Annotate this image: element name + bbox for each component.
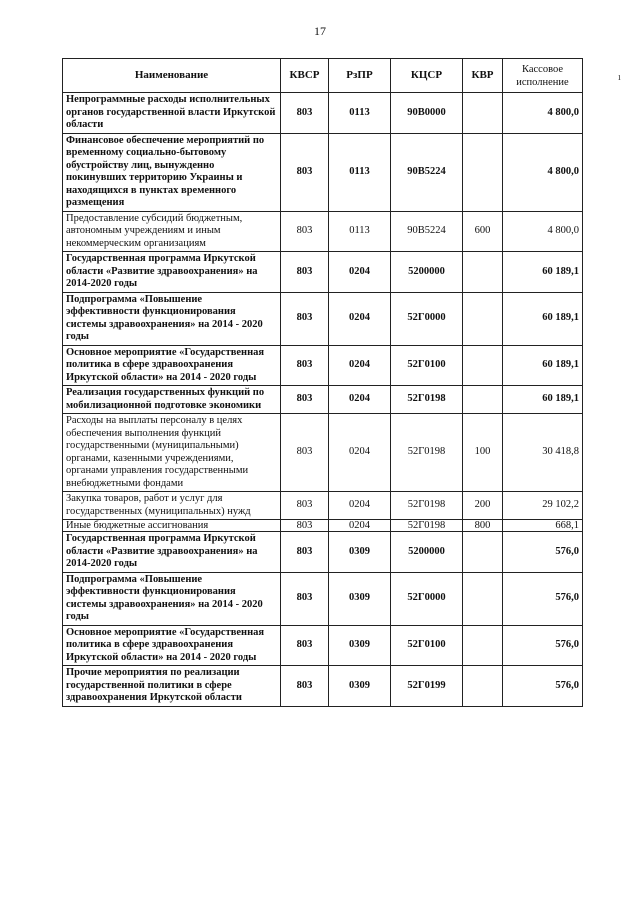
cell-rzpr: 0309 bbox=[329, 666, 391, 707]
cell-rzpr: 0204 bbox=[329, 386, 391, 414]
cell-amount: 576,0 bbox=[503, 572, 583, 625]
cell-rzpr: 0113 bbox=[329, 93, 391, 134]
cell-amount: 60 189,1 bbox=[503, 292, 583, 345]
cell-amount: 60 189,1 bbox=[503, 252, 583, 293]
cell-amount: 576,0 bbox=[503, 532, 583, 573]
cell-name: Государственная программа Иркутской области «Развитие здравоохранения» на 2014-2020 годы bbox=[63, 532, 281, 573]
cell-kvr bbox=[463, 625, 503, 666]
header-kvr: КВР bbox=[463, 59, 503, 93]
cell-kcsr: 5200000 bbox=[391, 252, 463, 293]
cell-kvr: 600 bbox=[463, 211, 503, 252]
cell-kvr bbox=[463, 386, 503, 414]
table-row bbox=[63, 133, 583, 211]
table-row bbox=[63, 345, 583, 386]
cell-amount: 60 189,1 bbox=[503, 386, 583, 414]
cell-rzpr: 0204 bbox=[329, 292, 391, 345]
header-kcsr: КЦСР bbox=[391, 59, 463, 93]
cell-kcsr: 52Г0199 bbox=[391, 666, 463, 707]
cell-kcsr: 52Г0198 bbox=[391, 386, 463, 414]
cell-kvr: 800 bbox=[463, 520, 503, 532]
table-row bbox=[63, 386, 583, 414]
cell-name: Иные бюджетные ассигнования bbox=[63, 520, 281, 532]
header-amount: Кассовое исполнение bbox=[503, 59, 583, 93]
cell-name: Предоставление субсидий бюджетным, автономным учреждениям и иным некоммерческим организациям bbox=[63, 211, 281, 252]
cell-rzpr: 0309 bbox=[329, 572, 391, 625]
table-row bbox=[63, 625, 583, 666]
cell-name: Государственная программа Иркутской области «Развитие здравоохранения» на 2014-2020 годы bbox=[63, 252, 281, 293]
cell-kcsr: 90В5224 bbox=[391, 133, 463, 211]
table-body bbox=[63, 93, 583, 707]
cell-kcsr: 52Г0198 bbox=[391, 520, 463, 532]
cell-rzpr: 0113 bbox=[329, 211, 391, 252]
cell-kvr: 200 bbox=[463, 492, 503, 520]
cell-kvsr: 803 bbox=[281, 252, 329, 293]
cell-kvr bbox=[463, 345, 503, 386]
cell-kcsr: 52Г0000 bbox=[391, 572, 463, 625]
table-row bbox=[63, 520, 583, 532]
cell-rzpr: 0204 bbox=[329, 492, 391, 520]
cell-rzpr: 0309 bbox=[329, 532, 391, 573]
cell-rzpr: 0309 bbox=[329, 625, 391, 666]
cell-amount: 4 800,0 bbox=[503, 211, 583, 252]
cell-kvsr: 803 bbox=[281, 292, 329, 345]
cell-rzpr: 0204 bbox=[329, 345, 391, 386]
cell-kvsr: 803 bbox=[281, 666, 329, 707]
table-row bbox=[63, 532, 583, 573]
cell-name: Основное мероприятие «Государственная политика в сфере здравоохранения Иркутской области» на 2014 - 2020 годы bbox=[63, 625, 281, 666]
cell-kvsr: 803 bbox=[281, 93, 329, 134]
cell-kvr bbox=[463, 572, 503, 625]
cell-name: Финансовое обеспечение мероприятий по временному социально-бытовому обустройству лиц, вынужденно покинувших территорию Украины и находящихся в пунктах временного размещения bbox=[63, 133, 281, 211]
table-header-row bbox=[63, 59, 583, 93]
cell-kvr bbox=[463, 666, 503, 707]
table-row bbox=[63, 252, 583, 293]
cell-kvr bbox=[463, 532, 503, 573]
cell-name: Основное мероприятие «Государственная политика в сфере здравоохранения Иркутской области» на 2014 - 2020 годы bbox=[63, 345, 281, 386]
cell-kcsr: 52Г0198 bbox=[391, 492, 463, 520]
cell-amount: 29 102,2 bbox=[503, 492, 583, 520]
table-row bbox=[63, 492, 583, 520]
cell-kvr: 100 bbox=[463, 414, 503, 492]
cell-kcsr: 90В5224 bbox=[391, 211, 463, 252]
cell-kcsr: 52Г0000 bbox=[391, 292, 463, 345]
cell-amount: 60 189,1 bbox=[503, 345, 583, 386]
page-number: 17 bbox=[314, 24, 326, 38]
cell-rzpr: 0204 bbox=[329, 252, 391, 293]
cell-name: Непрограммные расходы исполнительных органов государственной власти Иркутской области bbox=[63, 93, 281, 134]
cell-kcsr: 52Г0100 bbox=[391, 345, 463, 386]
cell-kvsr: 803 bbox=[281, 211, 329, 252]
table-row bbox=[63, 93, 583, 134]
cell-rzpr: 0204 bbox=[329, 414, 391, 492]
cell-kvsr: 803 bbox=[281, 492, 329, 520]
cell-rzpr: 0113 bbox=[329, 133, 391, 211]
cell-amount: 4 800,0 bbox=[503, 93, 583, 134]
cell-kvr bbox=[463, 292, 503, 345]
table-row bbox=[63, 572, 583, 625]
cell-name: Расходы на выплаты персоналу в целях обеспечения выполнения функций государственными (муниципальными) органами, казенными учреждениями, органами управления государственными внебюджетными фондами bbox=[63, 414, 281, 492]
cell-kvr bbox=[463, 252, 503, 293]
cell-kcsr: 5200000 bbox=[391, 532, 463, 573]
cell-kvr bbox=[463, 133, 503, 211]
cell-kvsr: 803 bbox=[281, 414, 329, 492]
cell-amount: 668,1 bbox=[503, 520, 583, 532]
cell-kcsr: 90В0000 bbox=[391, 93, 463, 134]
table-row bbox=[63, 211, 583, 252]
cell-rzpr: 0204 bbox=[329, 520, 391, 532]
table-row bbox=[63, 414, 583, 492]
cell-name: Подпрограмма «Повышение эффективности функционирования системы здравоохранения» на 2014 - 2020 годы bbox=[63, 292, 281, 345]
cell-amount: 576,0 bbox=[503, 666, 583, 707]
cell-name: Закупка товаров, работ и услуг для государственных (муниципальных) нужд bbox=[63, 492, 281, 520]
cell-amount: 4 800,0 bbox=[503, 133, 583, 211]
cell-kvsr: 803 bbox=[281, 625, 329, 666]
cell-kcsr: 52Г0198 bbox=[391, 414, 463, 492]
cell-name: Реализация государственных функций по мобилизационной подготовке экономики bbox=[63, 386, 281, 414]
cell-amount: 30 418,8 bbox=[503, 414, 583, 492]
header-rzpr: РзПР bbox=[329, 59, 391, 93]
cell-kvr bbox=[463, 93, 503, 134]
cell-kcsr: 52Г0100 bbox=[391, 625, 463, 666]
cell-amount: 576,0 bbox=[503, 625, 583, 666]
header-kvsr: КВСР bbox=[281, 59, 329, 93]
cell-kvsr: 803 bbox=[281, 133, 329, 211]
cell-kvsr: 803 bbox=[281, 386, 329, 414]
budget-table bbox=[62, 58, 583, 707]
cell-name: Прочие мероприятия по реализации государственной политики в сфере здравоохранения Иркутской области bbox=[63, 666, 281, 707]
header-name: Наименование bbox=[63, 59, 281, 93]
cell-kvsr: 803 bbox=[281, 345, 329, 386]
cell-kvsr: 803 bbox=[281, 520, 329, 532]
margin-mark: ı bbox=[618, 72, 621, 83]
table-row bbox=[63, 292, 583, 345]
cell-kvsr: 803 bbox=[281, 572, 329, 625]
cell-kvsr: 803 bbox=[281, 532, 329, 573]
table-row bbox=[63, 666, 583, 707]
cell-name: Подпрограмма «Повышение эффективности функционирования системы здравоохранения» на 2014 - 2020 годы bbox=[63, 572, 281, 625]
